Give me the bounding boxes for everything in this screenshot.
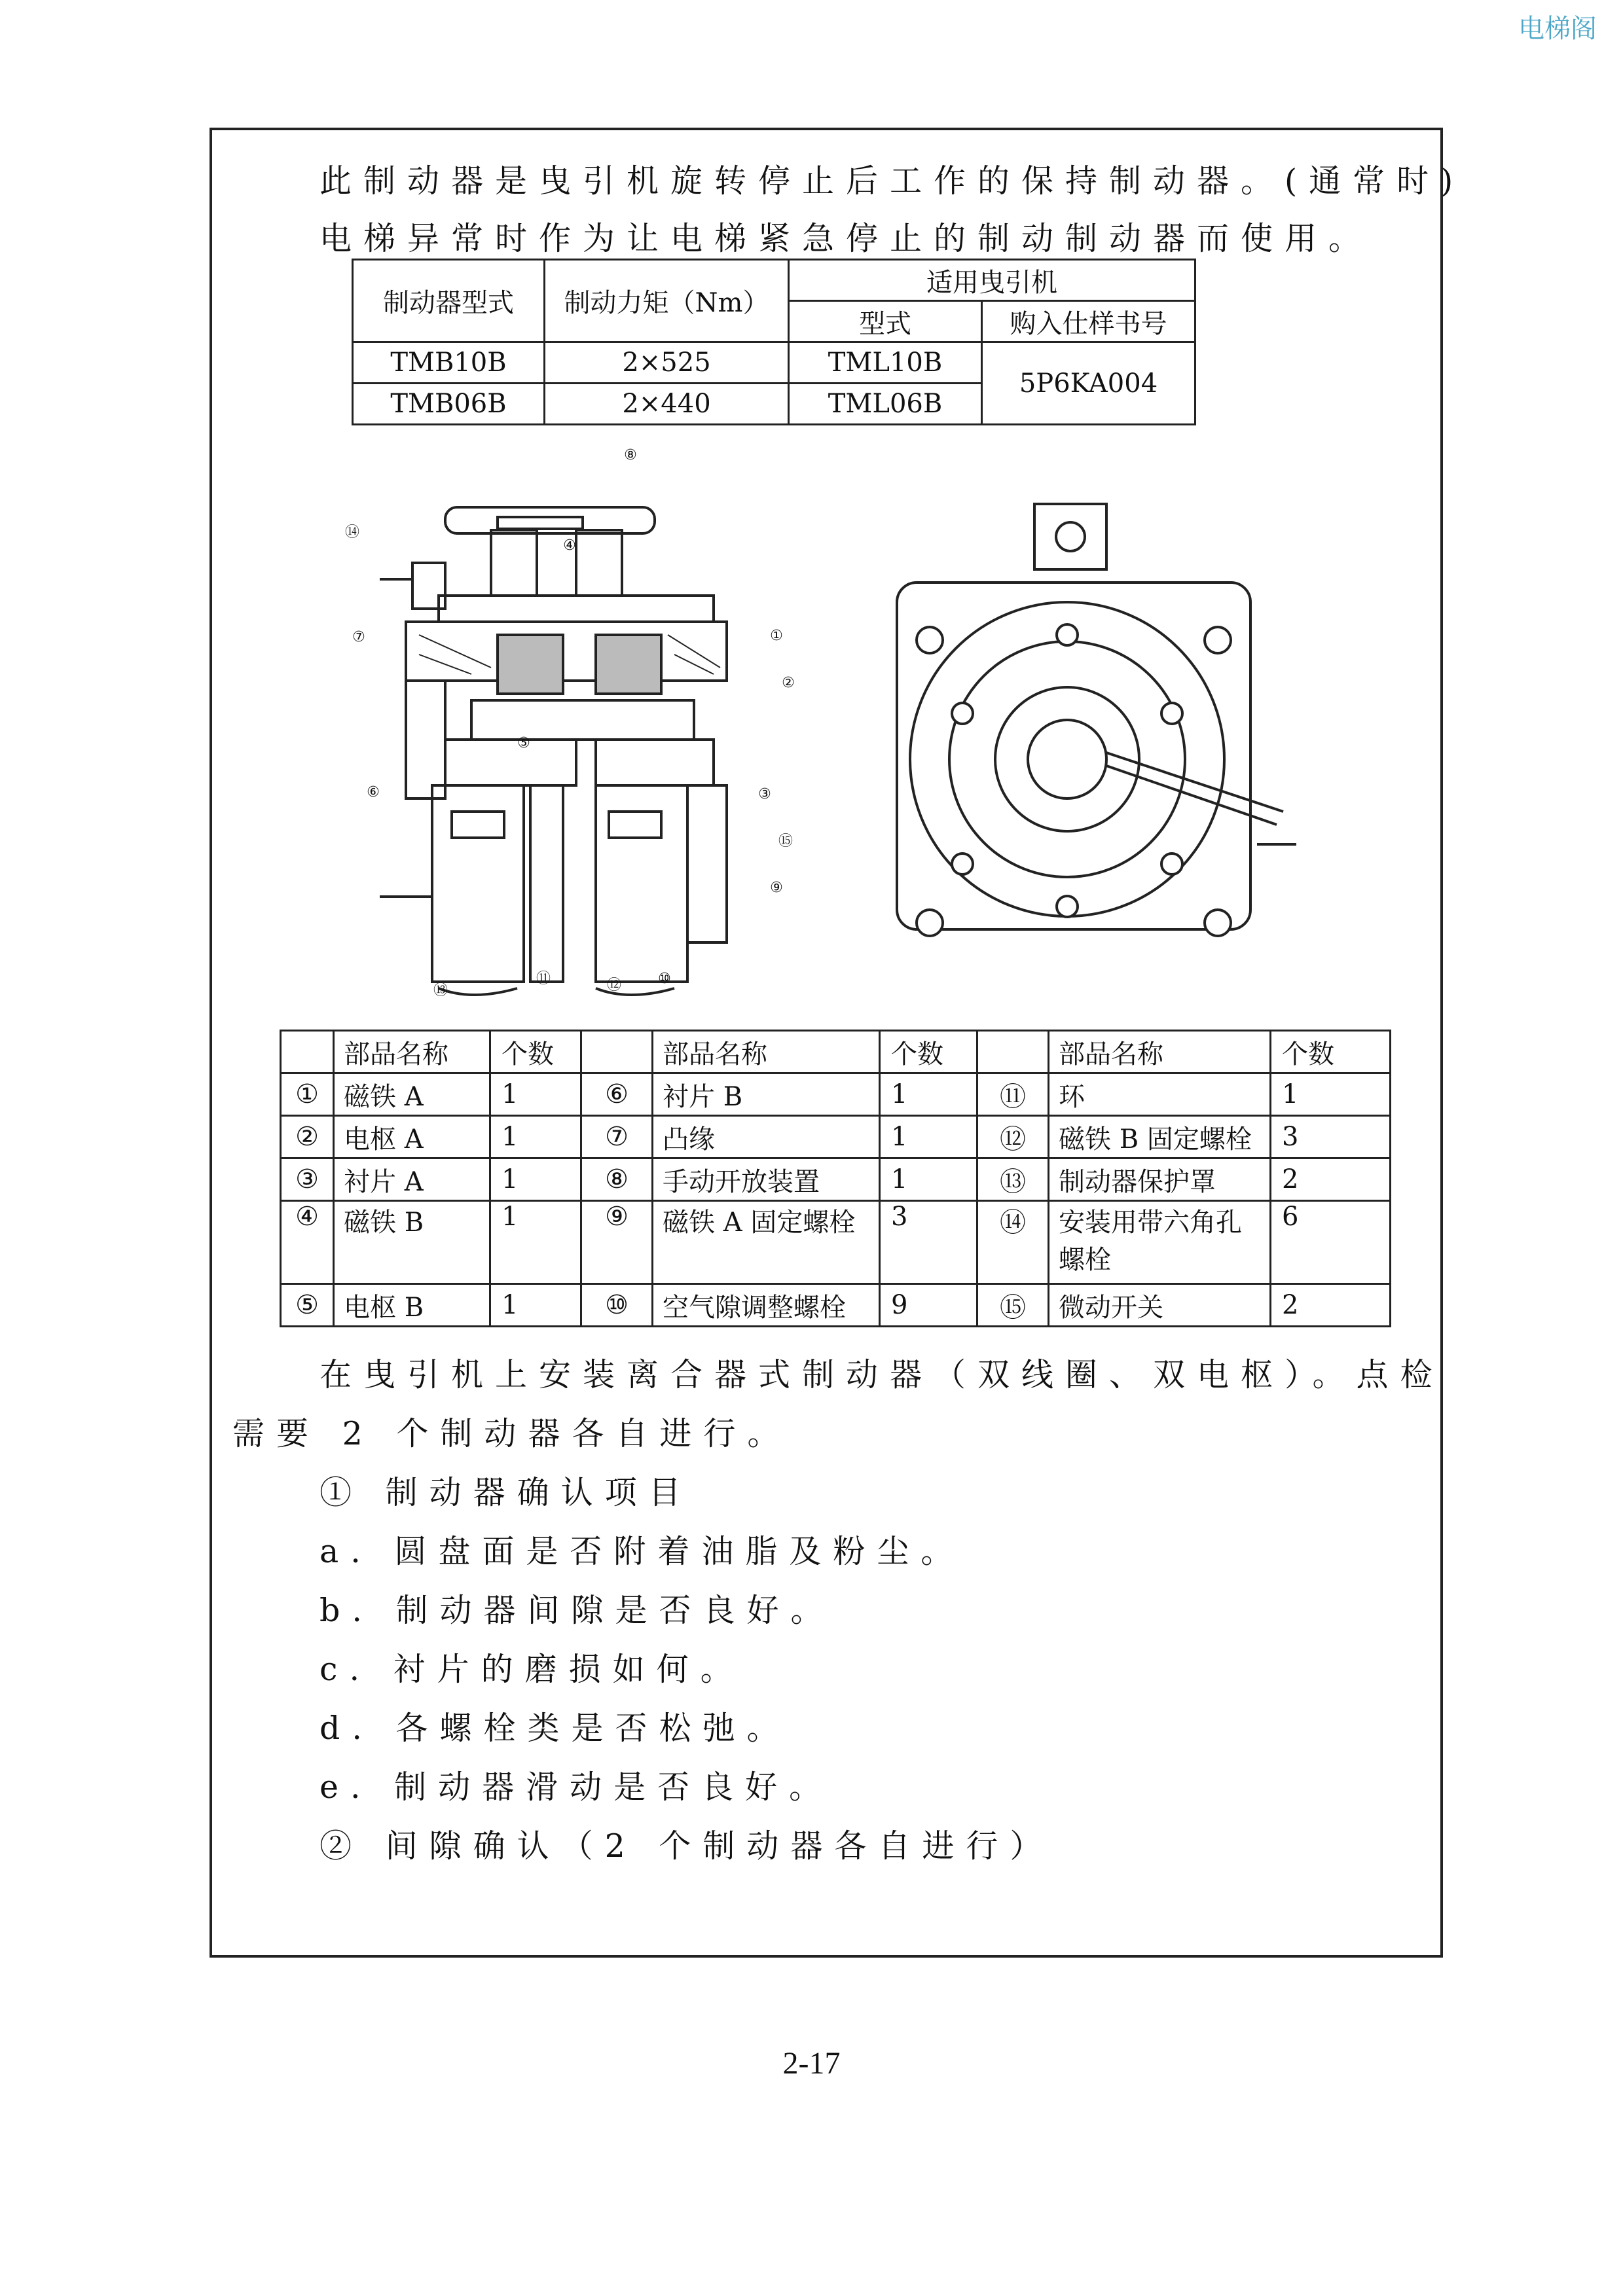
part-name: 电枢 B — [334, 1284, 490, 1327]
part-number: ⑮ — [977, 1284, 1049, 1327]
part-qty: 2 — [1271, 1284, 1391, 1327]
part-number: ⑦ — [581, 1116, 653, 1158]
cell-type: TML10B — [789, 342, 982, 384]
callout-13: ⑬ — [433, 982, 448, 999]
body-paragraph-line-2: 需要 2 个制动器各自进行。 — [232, 1415, 792, 1452]
part-name: 磁铁 B 固定螺栓 — [1049, 1116, 1271, 1158]
part-name: 凸缘 — [653, 1116, 880, 1158]
part-name: 磁铁 A 固定螺栓 — [653, 1201, 880, 1284]
part-name-line-1: 安装用带六角孔 — [1059, 1208, 1242, 1238]
part-name: 电枢 A — [334, 1116, 490, 1158]
part-number: ⑥ — [581, 1073, 653, 1116]
part-qty: 1 — [490, 1284, 581, 1327]
part-number: ⑪ — [977, 1073, 1049, 1116]
part-number: ⑤ — [281, 1284, 334, 1327]
checklist-item-e: e. 制动器滑动是否良好。 — [319, 1768, 833, 1806]
part-name: 制动器保护罩 — [1049, 1158, 1271, 1201]
cell-model: TMB10B — [353, 342, 545, 384]
part-number: ⑧ — [581, 1158, 653, 1201]
body-paragraph-line-1: 在曳引机上安装离合器式制动器（双线圈、双电枢）。点检 — [319, 1356, 1444, 1393]
checklist-item-a: a. 圆盘面是否附着油脂及粉尘。 — [319, 1533, 965, 1570]
checklist-item-b: b. 制动器间隙是否良好。 — [319, 1592, 835, 1629]
spec-table — [352, 259, 1196, 425]
header-part-name: 部品名称 — [334, 1031, 490, 1073]
part-number: ④ — [281, 1201, 334, 1284]
watermark: 电梯阁 — [1518, 14, 1597, 44]
part-qty: 9 — [880, 1284, 977, 1327]
cell-torque: 2×440 — [545, 384, 789, 425]
cell-type: TML06B — [789, 384, 982, 425]
part-qty: 6 — [1271, 1201, 1391, 1284]
intro-line-2: 电梯异常时作为让电梯紧急停止的制动制动器而使用。 — [319, 220, 1373, 257]
callout-3: ③ — [758, 786, 771, 802]
part-number: ⑫ — [977, 1116, 1049, 1158]
part-qty: 1 — [490, 1201, 581, 1284]
part-name: 磁铁 B — [334, 1201, 490, 1284]
part-name: 环 — [1049, 1073, 1271, 1116]
callout-15: ⑮ — [778, 833, 793, 850]
callout-2: ② — [782, 675, 795, 691]
part-name: 磁铁 A — [334, 1073, 490, 1116]
cell-model: TMB06B — [353, 384, 545, 425]
checklist-item-d: d. 各螺栓类是否松弛。 — [319, 1710, 791, 1747]
part-number: ⑭ — [977, 1201, 1049, 1284]
part-qty: 3 — [880, 1201, 977, 1284]
callout-5: ⑤ — [517, 735, 530, 751]
part-number: ① — [281, 1073, 334, 1116]
checklist-heading-2: ② 间隙确认（2 个制动器各自进行） — [319, 1827, 1054, 1865]
header-type: 型式 — [789, 301, 982, 342]
header-part-name: 部品名称 — [1049, 1031, 1271, 1073]
cell-torque: 2×525 — [545, 342, 789, 384]
callout-6: ⑥ — [367, 784, 380, 800]
header-part-name: 部品名称 — [653, 1031, 880, 1073]
callout-9: ⑨ — [770, 880, 783, 896]
part-name: 衬片 A — [334, 1158, 490, 1201]
header-spec: 购入仕样书号 — [982, 301, 1195, 342]
part-number: ⑨ — [581, 1201, 653, 1284]
checklist-item-c: c. 衬片的磨损如何。 — [319, 1651, 744, 1688]
part-qty: 1 — [880, 1158, 977, 1201]
callout-14: ⑭ — [344, 524, 360, 541]
part-name: 空气隙调整螺栓 — [653, 1284, 880, 1327]
header-model: 制动器型式 — [353, 260, 545, 342]
part-number: ⑩ — [581, 1284, 653, 1327]
header-qty: 个数 — [1271, 1031, 1391, 1073]
callout-12: ⑫ — [606, 977, 622, 994]
part-qty: 1 — [490, 1073, 581, 1116]
part-qty: 1 — [490, 1158, 581, 1201]
part-qty: 1 — [1271, 1073, 1391, 1116]
cell-spec-no: 5P6KA004 — [982, 342, 1195, 425]
part-name: 衬片 B — [653, 1073, 880, 1116]
callout-10: ⑩ — [658, 971, 671, 987]
callout-11: ⑪ — [536, 971, 551, 987]
intro-line-1: 此制动器是曳引机旋转停止后工作的保持制动器。(通常时) — [319, 162, 1465, 200]
part-name-multiline — [1049, 1201, 1271, 1284]
brake-section-drawing — [340, 445, 812, 1008]
part-qty: 3 — [1271, 1116, 1391, 1158]
page-number: 2-17 — [782, 2046, 841, 2081]
part-qty: 1 — [880, 1116, 977, 1158]
header-qty: 个数 — [490, 1031, 581, 1073]
part-number: ③ — [281, 1158, 334, 1201]
brake-front-view-drawing — [890, 497, 1309, 956]
callout-4: ④ — [563, 537, 576, 554]
part-qty: 1 — [880, 1073, 977, 1116]
part-name: 手动开放装置 — [653, 1158, 880, 1201]
part-number: ⑬ — [977, 1158, 1049, 1201]
parts-table — [280, 1030, 1391, 1327]
header-qty: 个数 — [880, 1031, 977, 1073]
callout-1: ① — [770, 628, 783, 644]
part-name: 微动开关 — [1049, 1284, 1271, 1327]
callout-7: ⑦ — [352, 629, 365, 645]
part-number: ② — [281, 1116, 334, 1158]
part-qty: 1 — [490, 1116, 581, 1158]
header-machine: 适用曳引机 — [789, 260, 1195, 301]
header-torque: 制动力矩（Nm） — [545, 260, 789, 342]
part-name-line-2: 螺栓 — [1059, 1245, 1111, 1275]
checklist-heading-1: ① 制动器确认项目 — [319, 1474, 693, 1511]
callout-8: ⑧ — [624, 447, 637, 463]
part-qty: 2 — [1271, 1158, 1391, 1201]
